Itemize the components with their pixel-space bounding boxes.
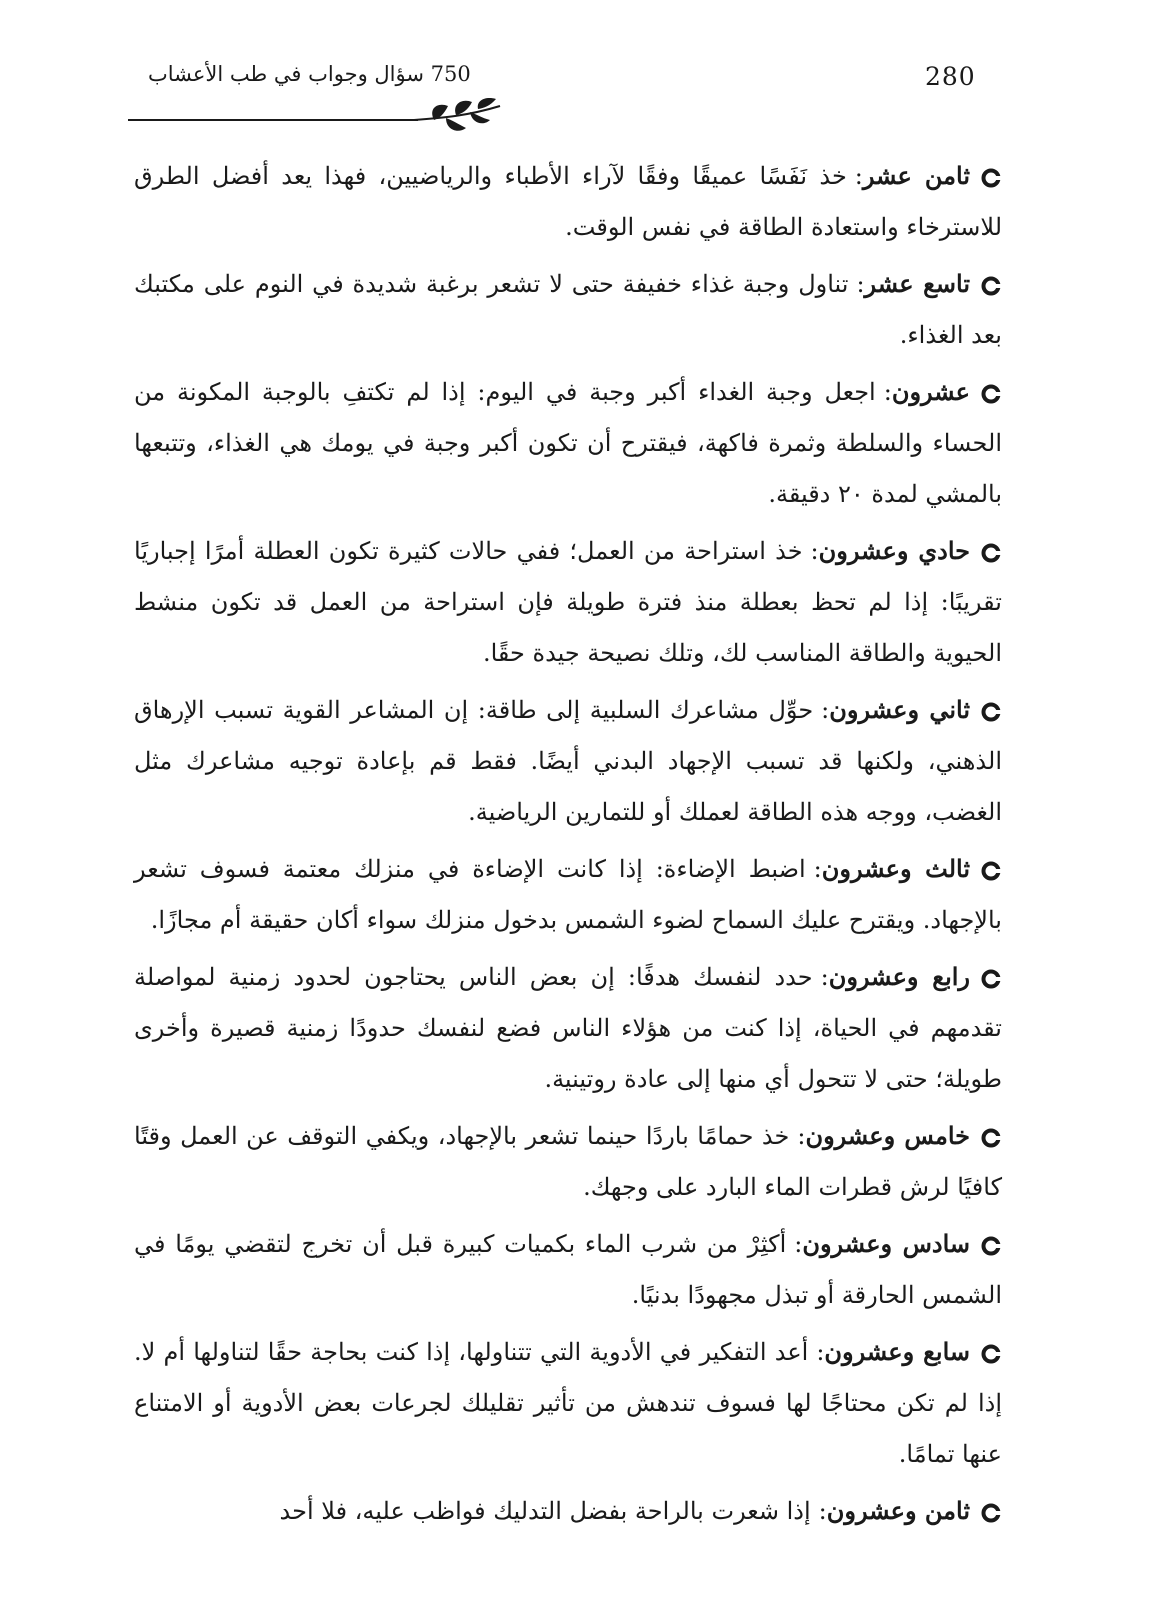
entry-text: خذ استراحة من العمل؛ ففي حالات كثيرة تكون العطلة أمرًا إجباريًا تقريبًا: إذا لم تحظ بعطلة منذ فترة طويلة فإن استراحة من العمل قد تكون منشط الحيوية والطاقة المناسب لك، وتلك نصيحة جيدة حقًا. xyxy=(134,537,1002,667)
circle-bullet-icon xyxy=(980,968,1002,990)
entry-lead: سادس وعشرون xyxy=(802,1229,970,1258)
entry-lead: ثالث وعشرون xyxy=(821,854,970,883)
circle-bullet-icon xyxy=(980,167,1002,189)
entry: ثالث وعشرون:اضبط الإضاءة: إذا كانت الإضاءة في منزلك معتمة فسوف تشعر بالإجهاد. ويقترح عليك السماح لضوء الشمس بدخول منزلك سواء أكان حقيقة أم مجازًا. xyxy=(134,854,1002,934)
circle-bullet-icon xyxy=(980,1127,1002,1149)
circle-bullet-icon xyxy=(980,1502,1002,1524)
entry-lead: عشرون xyxy=(891,377,970,406)
header-rule xyxy=(128,119,418,121)
entry-lead: حادي وعشرون xyxy=(818,536,970,565)
entry-text: تناول وجبة غذاء خفيفة حتى لا تشعر برغبة شديدة في النوم على مكتبك بعد الغذاء. xyxy=(134,270,1002,349)
circle-bullet-icon xyxy=(980,275,1002,297)
entry-text: خذ نَفَسًا عميقًا وفقًا لآراء الأطباء والرياضيين، فهذا يعد أفضل الطرق للاسترخاء واستعادة الطاقة في نفس الوقت. xyxy=(134,162,1002,241)
entry-text: اضبط الإضاءة: إذا كانت الإضاءة في منزلك معتمة فسوف تشعر بالإجهاد. ويقترح عليك السماح لضوء الشمس بدخول منزلك سواء أكان حقيقة أم مجازًا. xyxy=(134,855,1002,934)
leaf-ornament-icon xyxy=(412,96,504,136)
entry-text: خذ حمامًا باردًا حينما تشعر بالإجهاد، ويكفي التوقف عن العمل وقتًا كافيًا لرش قطرات الماء البارد على وجهك. xyxy=(134,1122,1002,1201)
entry: حادي وعشرون:خذ استراحة من العمل؛ ففي حالات كثيرة تكون العطلة أمرًا إجباريًا تقريبًا: إذا لم تحظ بعطلة منذ فترة طويلة فإن استراحة من العمل قد تكون منشط الحيوية والطاقة المناسب لك، وتلك نصيحة جيدة حقًا. xyxy=(134,536,1002,667)
entry-lead: ثامن وعشرون xyxy=(826,1496,970,1525)
entry-lead: ثامن عشر xyxy=(862,161,970,190)
circle-bullet-icon xyxy=(980,1343,1002,1365)
entry: عشرون:اجعل وجبة الغداء أكبر وجبة في اليوم: إذا لم تكتفِ بالوجبة المكونة من الحساء والسلطة وثمرة فاكهة، فيقترح أن تكون أكبر وجبة في يومك هي الغذاء، وتتبعها بالمشي لمدة ٢٠ دقيقة. xyxy=(134,377,1002,508)
running-head-title: 750 سؤال وجواب في طب الأعشاب xyxy=(148,62,471,86)
entry: خامس وعشرون:خذ حمامًا باردًا حينما تشعر بالإجهاد، ويكفي التوقف عن العمل وقتًا كافيًا لرش قطرات الماء البارد على وجهك. xyxy=(134,1121,1002,1201)
circle-bullet-icon xyxy=(980,860,1002,882)
entry-text: أكثِرْ من شرب الماء بكميات كبيرة قبل أن تخرج لتقضي يومًا في الشمس الحارقة أو تبذل مجهودًا بدنيًا. xyxy=(134,1230,1002,1309)
entry-text: إذا شعرت بالراحة بفضل التدليك فواظب عليه، فلا أحد xyxy=(279,1497,811,1525)
main-text xyxy=(134,150,1002,1542)
entry: سادس وعشرون:أكثِرْ من شرب الماء بكميات كبيرة قبل أن تخرج لتقضي يومًا في الشمس الحارقة أو تبذل مجهودًا بدنيًا. xyxy=(134,1229,1002,1309)
entry-text: حدد لنفسك هدفًا: إن بعض الناس يحتاجون لحدود زمنية لمواصلة تقدمهم في الحياة، إذا كنت من هؤلاء الناس فضع لنفسك حدودًا زمنية قصيرة وأخرى طويلة؛ حتى لا تتحول أي منها إلى عادة روتينية. xyxy=(134,963,1002,1093)
entry: ثامن وعشرون:إذا شعرت بالراحة بفضل التدليك فواظب عليه، فلا أحد xyxy=(134,1485,1002,1537)
circle-bullet-icon xyxy=(980,542,1002,564)
entry-lead: سابع وعشرون xyxy=(824,1337,970,1366)
entry-text: حوِّل مشاعرك السلبية إلى طاقة: إن المشاعر القوية تسبب الإرهاق الذهني، ولكنها قد تسبب الإجهاد البدني أيضًا. فقط قم بإعادة توجيه مشاعرك مثل الغضب، ووجه هذه الطاقة لعملك أو للتمارين الرياضية. xyxy=(134,696,1002,826)
page-number: 280 xyxy=(925,62,976,91)
entry-text: اجعل وجبة الغداء أكبر وجبة في اليوم: إذا لم تكتفِ بالوجبة المكونة من الحساء والسلطة وثمرة فاكهة، فيقترح أن تكون أكبر وجبة في يومك هي الغذاء، وتتبعها بالمشي لمدة ٢٠ دقيقة. xyxy=(134,378,1002,508)
entry: ثاني وعشرون:حوِّل مشاعرك السلبية إلى طاقة: إن المشاعر القوية تسبب الإرهاق الذهني، ولكنها قد تسبب الإجهاد البدني أيضًا. فقط قم بإعادة توجيه مشاعرك مثل الغضب، ووجه هذه الطاقة لعملك أو للتمارين الرياضية. xyxy=(134,695,1002,826)
circle-bullet-icon xyxy=(980,701,1002,723)
entry: ثامن عشر:خذ نَفَسًا عميقًا وفقًا لآراء الأطباء والرياضيين، فهذا يعد أفضل الطرق للاسترخاء واستعادة الطاقة في نفس الوقت. xyxy=(134,161,1002,241)
entry: سابع وعشرون:أعد التفكير في الأدوية التي تتناولها، إذا كنت بحاجة حقًا لتناولها أم لا. إذا لم تكن محتاجًا لها فسوف تندهش من تأثير تقليلك لجرعات بعض الأدوية أو الامتناع عنها تمامًا. xyxy=(134,1337,1002,1468)
entry-text: أعد التفكير في الأدوية التي تتناولها، إذا كنت بحاجة حقًا لتناولها أم لا. إذا لم تكن محتاجًا لها فسوف تندهش من تأثير تقليلك لجرعات بعض الأدوية أو الامتناع عنها تمامًا. xyxy=(134,1338,1002,1468)
entry-lead: رابع وعشرون xyxy=(828,962,970,991)
entry: رابع وعشرون:حدد لنفسك هدفًا: إن بعض الناس يحتاجون لحدود زمنية لمواصلة تقدمهم في الحياة، إذا كنت من هؤلاء الناس فضع لنفسك حدودًا زمنية قصيرة وأخرى طويلة؛ حتى لا تتحول أي منها إلى عادة روتينية. xyxy=(134,962,1002,1093)
entry-lead: ثاني وعشرون xyxy=(829,695,970,724)
entry-lead: خامس وعشرون xyxy=(805,1121,971,1150)
entry-lead: تاسع عشر xyxy=(864,269,970,298)
circle-bullet-icon xyxy=(980,383,1002,405)
entry: تاسع عشر:تناول وجبة غذاء خفيفة حتى لا تشعر برغبة شديدة في النوم على مكتبك بعد الغذاء. xyxy=(134,269,1002,349)
circle-bullet-icon xyxy=(980,1235,1002,1257)
